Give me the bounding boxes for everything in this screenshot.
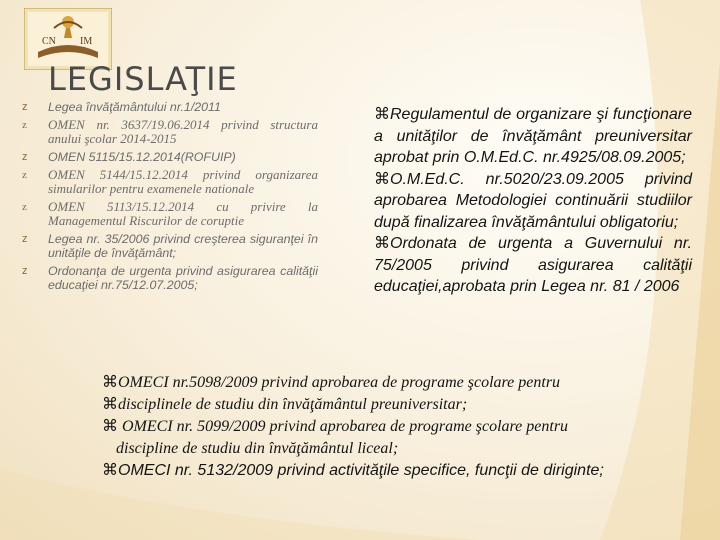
bottom-list-item-text: OMECI nr.5098/2009 privind aprobarea de programe şcolare pentru xyxy=(118,374,561,391)
right-list-item-text: Ordonata de urgenta a Guvernului nr. 75/2005 privind asigurarea calităţii educaţiei,aprobata prin Legea nr. 81 / 2006 xyxy=(374,235,692,295)
left-legislation-list xyxy=(22,100,318,296)
command-bullet-icon: ⌘ xyxy=(374,235,390,252)
right-list-item xyxy=(374,169,692,234)
z-bullet-icon: z xyxy=(22,169,27,181)
bottom-list-item xyxy=(102,372,652,394)
command-bullet-icon: ⌘ xyxy=(374,106,390,123)
left-list-item-text: Legea învăţământului nr.1/2011 xyxy=(48,100,221,114)
left-list-item-text: OMEN 5144/15.12.2014 privind organizarea simularilor pentru examenele nationale xyxy=(48,167,318,196)
command-bullet-icon: ⌘ xyxy=(374,170,390,188)
command-bullet-icon: ⌘ xyxy=(102,418,118,435)
command-bullet-icon: ⌘ xyxy=(102,374,118,391)
left-list-item xyxy=(22,264,318,292)
bottom-list-item xyxy=(102,394,652,416)
left-list-item xyxy=(22,200,318,228)
command-bullet-icon: ⌘ xyxy=(102,462,118,479)
right-list-item-text: O.M.Ed.C. nr.5020/23.09.2005 privind aprobarea Metodologiei continuării studiilor după finalizarea învăţământului obligatoriu; xyxy=(374,170,692,231)
left-list-item-text: OMEN nr. 3637/19.06.2014 privind structura anului şcolar 2014-2015 xyxy=(48,117,318,146)
bottom-list-item xyxy=(102,438,652,460)
left-list-item-text: OMEN 5113/15.12.2014 cu privire la Managementul Riscurilor de coruptie xyxy=(48,199,318,228)
left-list-item-text: OMEN 5115/15.12.2014(ROFUIP) xyxy=(48,150,236,164)
page-title: LEGISLAŢIE xyxy=(48,60,238,98)
right-list-item xyxy=(374,233,692,298)
logo-text-left: CN xyxy=(42,36,56,47)
left-list-item xyxy=(22,118,318,146)
left-list-item-text: Legea nr. 35/2006 privind creşterea siguranţei în unităţile de învăţământ; xyxy=(48,232,318,260)
z-bullet-icon: z xyxy=(22,151,28,163)
z-bullet-icon: z xyxy=(22,265,28,277)
command-bullet-icon: ⌘ xyxy=(102,396,118,413)
left-list-item xyxy=(22,168,318,196)
right-list-item-text: Regulamentul de organizare şi funcţionare a unităţilor de învăţământ preuniversitar aprobat prin O.M.Ed.C. nr.4925/08.09.2005; xyxy=(374,106,692,166)
bottom-list-item xyxy=(102,460,652,482)
left-list-item xyxy=(22,100,318,114)
bottom-list-item-text: discipline de studiu din învăţământul liceal; xyxy=(116,440,399,457)
bottom-list-item-text: OMECI nr. 5099/2009 privind aprobarea de programe şcolare pentru xyxy=(118,418,569,435)
bottom-legislation-list xyxy=(102,372,652,482)
z-bullet-icon: z xyxy=(22,101,28,113)
bottom-list-item-text: disciplinele de studiu din învăţământul preuniversitar; xyxy=(118,396,468,413)
z-bullet-icon: z xyxy=(22,233,28,245)
z-bullet-icon: z xyxy=(22,119,27,131)
bottom-list-item xyxy=(102,416,652,438)
bottom-list-item-text: OMECI nr. 5132/2009 privind activităţile specifice, funcţii de diriginte; xyxy=(118,462,604,479)
right-list-item xyxy=(374,104,692,169)
left-list-item xyxy=(22,150,318,164)
left-list-item-text: Ordonanţa de urgenta privind asigurarea calităţii educaţiei nr.75/12.07.2005; xyxy=(48,264,318,292)
left-list-item xyxy=(22,232,318,260)
z-bullet-icon: z xyxy=(22,201,27,213)
logo-text-right: IM xyxy=(80,36,93,47)
right-legislation-list xyxy=(374,104,692,298)
